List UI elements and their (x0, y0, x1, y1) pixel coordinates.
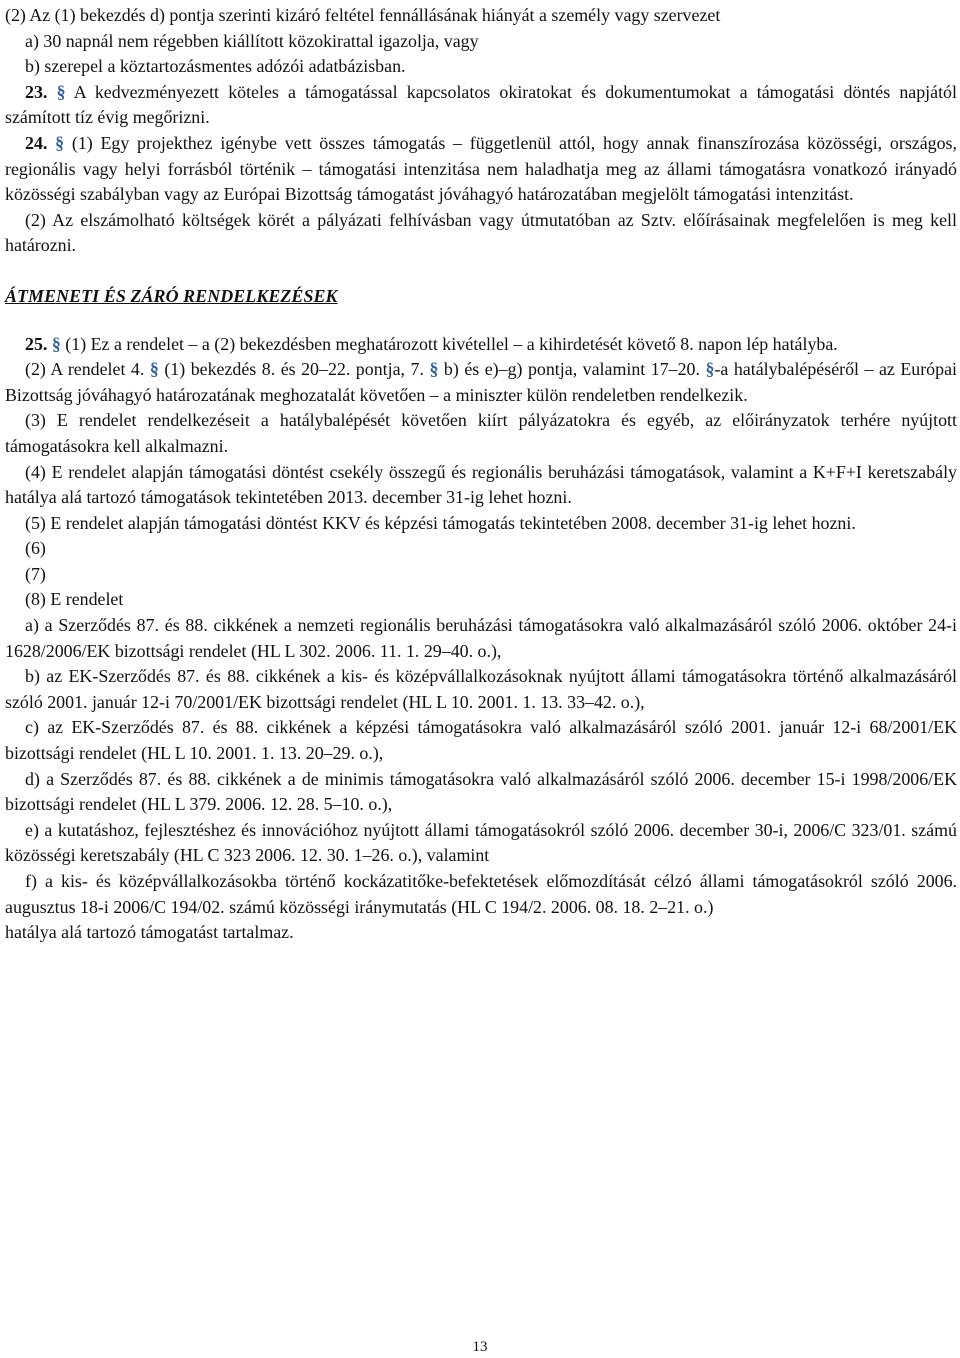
section-sign-icon: § (56, 81, 66, 102)
section-25-paragraph-8: (8) E rendelet (25, 589, 124, 610)
paragraph-22-2-a: a) 30 napnál nem régebben kiállított közokirattal igazolja, vagy (25, 30, 479, 51)
text-fragment: b) és e)–g) pontja, valamint 17–20. (443, 359, 700, 380)
section-25-paragraph-8-a: a) a Szerződés 87. és 88. cikkének a nemzeti regionális beruházási támogatásokra való alkalmazásáról szóló 2006. október 24-i 1628/2006/EK bizottsági rendelet (HL L 302. 2006. 11. 1. 29–40. o.), (5, 615, 957, 661)
section-25 (5, 332, 957, 358)
section-24 (5, 131, 957, 208)
paragraph-22-2-b: b) szerepel a köztartozásmentes adózói adatbázisban. (25, 56, 406, 77)
text-fragment: (2) A rendelet 4. (25, 359, 145, 380)
section-25-text: (1) Ez a rendelet – a (2) bekezdésben meghatározott kivétellel – a kihirdetését követő 8. napon lép hatályba. (65, 333, 838, 354)
section-sign-icon: § (149, 359, 159, 380)
text-fragment: -a hatálybalépéséről – az Európai Bizottság jóváhagyó határozatának meghozatalát követően – a miniszter külön rendeletben rendelkezik. (5, 359, 957, 405)
section-25-paragraph-7: (7) (25, 563, 46, 584)
section-25-number: 25. (25, 333, 48, 354)
text-fragment: (1) bekezdés 8. és 20–22. pontja, 7. (164, 359, 424, 380)
section-25-paragraph-2 (5, 357, 957, 408)
section-sign-icon: § (51, 333, 61, 354)
section-25-paragraph-8-closing: hatálya alá tartozó támogatást tartalmaz. (5, 922, 294, 943)
section-24-paragraph-2: (2) Az elszámolható költségek körét a pályázati felhívásban vagy útmutatóban az Sztv. előírásainak megfelelően is meg kell határozni. (5, 209, 957, 256)
section-23-number: 23. (25, 81, 48, 102)
section-heading: ÁTMENETI ÉS ZÁRÓ RENDELKEZÉSEK (5, 285, 338, 306)
section-24-text: (1) Egy projekthez igénybe vett összes támogatás – függetlenül attól, hogy annak finanszírozása közösségi, országos, regionális vagy helyi forrásból történik – támogatási intenzitása nem haladhatja meg az állami támogatásra vonatkozó irányadó közösségi szabályban vagy az Európai Bizottság támogatást jóváhagyó határozatában megjelölt támogatási intenzitást. (5, 132, 957, 205)
section-25-paragraph-8-c: c) az EK-Szerződés 87. és 88. cikkének a képzési támogatásokra való alkalmazásáról szóló 2001. január 12-i 68/2001/EK bizottsági rendelet (HL L 10. 2001. 1. 13. 20–29. o.), (5, 717, 957, 764)
section-23 (5, 80, 957, 131)
section-25-paragraph-4: (4) E rendelet alapján támogatási döntést csekély összegű és regionális beruházási támogatások, valamint a K+F+I keretszabály hatálya alá tartozó támogatások tekintetében 2013. december 31-ig lehet hozni. (5, 461, 957, 508)
section-25-paragraph-3: (3) E rendelet rendelkezéseit a hatálybalépését követően kiírt pályázatokra és egyéb, az előirányzatok terhére nyújtott támogatásokra kell alkalmazni. (5, 410, 957, 456)
section-25-paragraph-5: (5) E rendelet alapján támogatási döntést KKV és képzési támogatás tekintetében 2008. december 31-ig lehet hozni. (25, 512, 856, 533)
document-page (5, 3, 957, 946)
section-sign-icon: § (55, 132, 65, 153)
section-25-paragraph-8-b: b) az EK-Szerződés 87. és 88. cikkének a kis- és középvállalkozásoknak nyújtott állami támogatásokra történő alkalmazásáról szóló 2001. január 12-i 70/2001/EK bizottsági rendelet (HL L 10. 2001. 1. 13. 33–42. o.), (5, 666, 957, 712)
section-sign-icon: § (429, 359, 439, 380)
section-25-paragraph-8-d: d) a Szerződés 87. és 88. cikkének a de minimis támogatásokra való alkalmazásáról szóló 2006. december 15-i 1998/2006/EK bizottsági rendelet (HL L 379. 2006. 12. 28. 5–10. o.), (5, 768, 957, 815)
paragraph-22-2: (2) Az (1) bekezdés d) pontja szerinti kizáró feltétel fennállásának hiányát a személy vagy szervezet (5, 5, 721, 25)
section-sign-icon: § (705, 359, 715, 380)
section-25-paragraph-6: (6) (25, 538, 46, 559)
section-24-number: 24. (25, 132, 48, 153)
section-23-text: A kedvezményezett köteles a támogatással kapcsolatos okiratokat és dokumentumokat a támogatási döntés napjától számított tíz évig megőrizni. (5, 81, 957, 128)
page-number: 13 (472, 1339, 488, 1355)
section-25-paragraph-8-e: e) a kutatáshoz, fejlesztéshez és innovációhoz nyújtott állami támogatásokról szóló 2006. december 30-i, 2006/C 323/01. számú közösségi keretszabály (HL C 323 2006. 12. 30. 1–26. o.), valamint (5, 819, 957, 866)
section-25-paragraph-8-f: f) a kis- és középvállalkozásokba történő kockázatitőke-befektetések előmozdítását célzó állami támogatásokról szóló 2006. augusztus 18-i 2006/C 194/02. számú közösségi iránymutatás (HL C 194/2. 2006. 08. 18. 2–21. o.) (5, 871, 957, 917)
